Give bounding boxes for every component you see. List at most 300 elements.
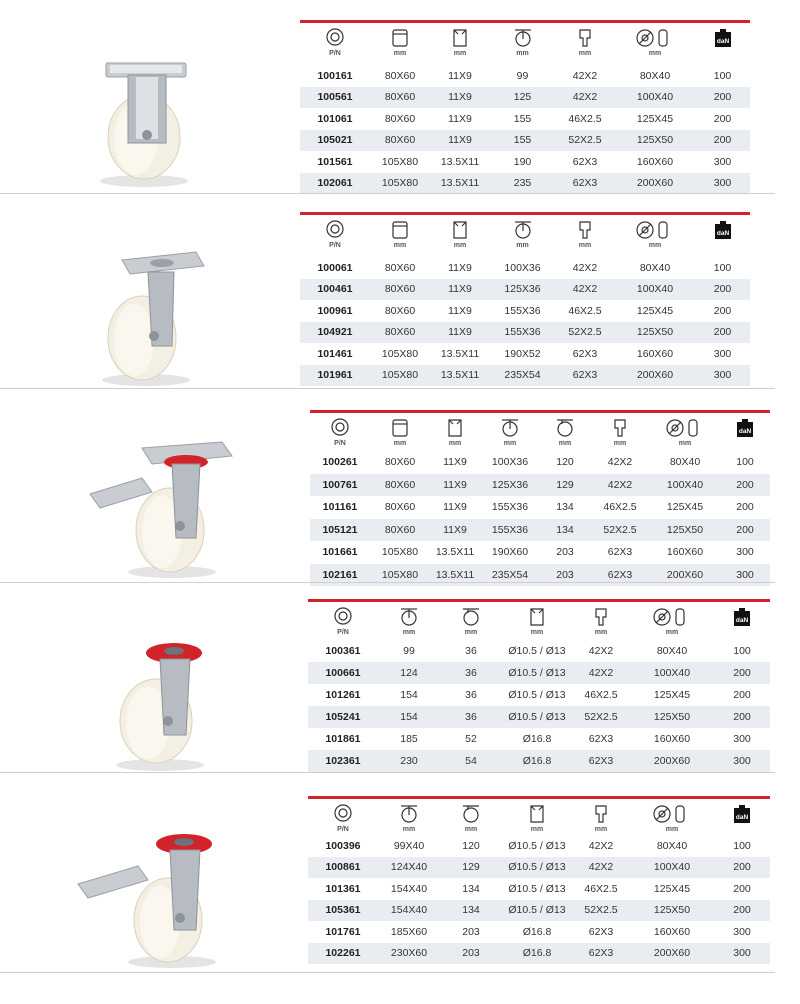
table-cell: 155X36 — [491, 501, 529, 514]
table-cell: Ø10.5 / Ø13 — [508, 689, 566, 701]
header-cell — [430, 215, 490, 257]
table-cell: 200X60 — [653, 947, 691, 960]
unit-label: mm — [516, 242, 529, 249]
unit-label: mm — [678, 440, 692, 447]
table-cell: Ø10.5 / Ø13 — [508, 904, 566, 917]
table-cell: 52 — [465, 733, 477, 745]
table-cell: 62X3 — [588, 733, 614, 745]
unit-label: mm — [464, 826, 478, 833]
header-cell — [490, 23, 555, 65]
weight-load-icon — [712, 27, 734, 49]
table-cell: 11X9 — [448, 134, 472, 147]
table-header — [300, 23, 750, 65]
table-cell: 100 — [733, 645, 751, 657]
table-cell: 13.5X11 — [435, 568, 475, 581]
table-cell: 203 — [556, 568, 574, 581]
table-cell: 120 — [462, 839, 480, 852]
table-cell: 62X3 — [588, 755, 614, 767]
table-cell: 124 — [400, 667, 418, 679]
svg-text:daN: daN — [735, 617, 749, 624]
wheel-circle-icon — [329, 417, 351, 439]
svg-text:daN: daN — [716, 38, 729, 45]
table-cell: 203 — [462, 947, 480, 960]
pn-label: P/N — [337, 629, 349, 636]
table-cell: 200X60 — [636, 369, 674, 382]
table-cell: Ø10.5 / Ø13 — [508, 645, 566, 657]
part-number-cell: 100061 — [317, 261, 353, 274]
table-cell: 80X60 — [384, 456, 416, 469]
part-number-cell: 100961 — [317, 304, 353, 317]
header-cell — [308, 799, 378, 835]
table-row — [300, 365, 750, 387]
table-cell: 11X9 — [443, 523, 467, 536]
table-cell: 200 — [733, 882, 751, 895]
table-cell: 300 — [736, 546, 754, 559]
table-cell: 46X2.5 — [568, 112, 602, 125]
hub-bush-icon — [609, 417, 631, 439]
table-cell: 125X45 — [666, 501, 704, 514]
table-cell: 300 — [733, 947, 751, 960]
table-cell: 11X9 — [448, 304, 472, 317]
table-row — [308, 706, 770, 728]
header-cell — [490, 215, 555, 257]
table-cell: 105X80 — [381, 369, 419, 382]
table-cell: 80X60 — [384, 304, 416, 317]
table-cell: 80X60 — [384, 134, 416, 147]
header-cell — [370, 215, 430, 257]
table-cell: 134 — [556, 501, 574, 514]
table-row — [308, 921, 770, 943]
table-cell: 160X60 — [653, 733, 691, 745]
wheel-size-icon — [665, 417, 705, 439]
table-cell: 160X60 — [636, 347, 674, 360]
table-cell: 36 — [465, 689, 477, 701]
table-cell: 42X2 — [572, 69, 598, 82]
weight-load-icon — [731, 606, 753, 628]
table-cell: 125X36 — [504, 283, 541, 296]
header-cell — [555, 23, 615, 65]
bolt-hole-caster-image — [102, 635, 222, 775]
table-row — [308, 900, 770, 922]
section-divider — [0, 972, 775, 973]
table-header — [308, 799, 770, 835]
table-cell: 36 — [465, 645, 477, 657]
table-cell: 200 — [713, 112, 732, 125]
header-cell — [300, 215, 370, 257]
bolt-hole-icon — [444, 417, 466, 439]
table-cell: 80X60 — [384, 91, 416, 104]
table-cell: 100X40 — [636, 283, 674, 296]
header-cell — [502, 799, 572, 835]
swivel-offset-icon — [460, 606, 482, 628]
table-cell: 200 — [736, 478, 754, 491]
table-cell: Ø16.8 — [522, 733, 552, 745]
header-cell — [540, 413, 590, 451]
table-row — [308, 662, 770, 684]
table-cell: 105X80 — [381, 177, 419, 190]
table-row — [300, 343, 750, 365]
table-cell: Ø16.8 — [522, 947, 552, 960]
table-cell: 300 — [733, 733, 751, 745]
swivel-offset-icon — [460, 803, 482, 825]
table-body — [300, 257, 750, 386]
unit-label: mm — [402, 826, 416, 833]
table-cell: 36 — [465, 667, 477, 679]
wheel-circle-icon — [324, 27, 346, 49]
pn-label: P/N — [329, 242, 341, 249]
table-cell: 42X2 — [607, 478, 633, 491]
table-cell: 300 — [713, 369, 732, 382]
overall-height-icon — [512, 27, 534, 49]
part-number-cell: 105241 — [325, 711, 361, 723]
table-row — [308, 728, 770, 750]
table-body — [310, 451, 770, 586]
table-cell: 42X2 — [572, 91, 598, 104]
table-cell: 129 — [462, 861, 480, 874]
header-cell — [695, 215, 750, 257]
table-cell: 155 — [513, 112, 532, 125]
unit-label: mm — [665, 826, 679, 833]
table-cell: 42X2 — [588, 861, 614, 874]
part-number-cell: 101261 — [325, 689, 361, 701]
table-cell: 200 — [713, 134, 732, 147]
part-number-cell: 102161 — [322, 568, 358, 581]
table-header — [300, 215, 750, 257]
table-header — [308, 602, 770, 640]
unit-label: mm — [613, 440, 627, 447]
table-cell: 42X2 — [588, 667, 614, 679]
top-plate-icon — [389, 219, 411, 241]
table-cell: 235X54 — [504, 369, 541, 382]
swivel-offset-icon — [554, 417, 576, 439]
table-cell: 100X40 — [653, 861, 691, 874]
table-cell: 80X60 — [384, 283, 416, 296]
table-cell: 134 — [462, 882, 480, 895]
table-row — [300, 322, 750, 344]
table-cell: 80X60 — [384, 261, 416, 274]
table-cell: 36 — [465, 711, 477, 723]
table-cell: 80X60 — [384, 112, 416, 125]
unit-label: mm — [516, 50, 529, 57]
part-number-cell: 100261 — [322, 456, 358, 469]
unit-label: mm — [530, 629, 544, 636]
header-cell — [378, 799, 440, 835]
table-cell: 62X3 — [588, 947, 614, 960]
table-cell: 80X40 — [656, 839, 688, 852]
table-cell: 46X2.5 — [603, 501, 637, 514]
overall-height-icon — [512, 219, 534, 241]
pn-label: P/N — [337, 826, 349, 833]
swivel-brake-caster-image — [82, 438, 242, 583]
table-row — [300, 300, 750, 322]
bolt-hole-icon — [449, 27, 471, 49]
table-cell: 42X2 — [588, 839, 614, 852]
unit-label: mm — [530, 826, 544, 833]
overall-height-icon — [499, 417, 521, 439]
table-body — [300, 65, 750, 194]
part-number-cell: 101961 — [317, 369, 353, 382]
table-cell: 42X2 — [588, 645, 614, 657]
table-cell: 42X2 — [607, 456, 633, 469]
unit-label: mm — [448, 440, 462, 447]
table-cell: 300 — [736, 568, 754, 581]
unit-label: mm — [402, 629, 416, 636]
header-cell — [720, 413, 770, 451]
table-row — [310, 474, 770, 497]
table-cell: 13.5X11 — [440, 347, 480, 360]
weight-load-icon — [734, 417, 756, 439]
table-row — [300, 65, 750, 87]
table-cell: Ø10.5 / Ø13 — [508, 839, 566, 852]
wheel-circle-icon — [324, 219, 346, 241]
header-cell — [630, 602, 714, 640]
wheel-circle-icon — [332, 803, 354, 825]
table-cell: 200 — [736, 523, 754, 536]
table-cell: 62X3 — [572, 347, 598, 360]
table-cell: 100 — [733, 839, 751, 852]
table-cell: 100X36 — [491, 456, 529, 469]
header-cell — [430, 413, 480, 451]
header-cell — [378, 602, 440, 640]
hub-bush-icon — [590, 606, 612, 628]
header-cell — [714, 602, 770, 640]
table-cell: 52X2.5 — [568, 134, 602, 147]
bolt-hole-brake-caster-image — [72, 822, 232, 972]
table-cell: 185 — [400, 733, 418, 745]
header-cell — [615, 215, 695, 257]
table-cell: 160X60 — [666, 546, 704, 559]
header-cell — [650, 413, 720, 451]
table-cell: 203 — [556, 546, 574, 559]
table-cell: 13.5X11 — [440, 177, 480, 190]
table-row — [300, 173, 750, 195]
table-cell: 99X40 — [393, 839, 425, 852]
section-divider — [0, 193, 775, 194]
unit-label: mm — [594, 629, 608, 636]
table-cell: 46X2.5 — [584, 882, 618, 895]
header-cell — [310, 413, 370, 451]
table-cell: 200 — [733, 711, 751, 723]
svg-text:daN: daN — [716, 230, 729, 237]
table-cell: 11X9 — [448, 69, 472, 82]
table-cell: 134 — [462, 904, 480, 917]
unit-label: mm — [558, 440, 572, 447]
wheel-size-icon — [652, 803, 692, 825]
table-row — [300, 257, 750, 279]
table-cell: 125X50 — [636, 134, 674, 147]
table-cell: 200X60 — [636, 177, 674, 190]
table-cell: 200X60 — [666, 568, 704, 581]
header-cell — [555, 215, 615, 257]
table-row — [308, 878, 770, 900]
table-cell: 203 — [462, 925, 480, 938]
table-cell: 129 — [556, 478, 574, 491]
table-cell: 200 — [733, 861, 751, 874]
table-cell: 125 — [513, 91, 532, 104]
table-cell: 46X2.5 — [584, 689, 618, 701]
table-cell: 52X2.5 — [603, 523, 637, 536]
header-cell — [502, 602, 572, 640]
table-cell: 155 — [513, 134, 532, 147]
wheel-size-icon — [635, 27, 675, 49]
table-cell: Ø10.5 / Ø13 — [508, 667, 566, 679]
part-number-cell: 101061 — [317, 112, 353, 125]
table-cell: 154X40 — [390, 882, 428, 895]
table-cell: 200 — [736, 501, 754, 514]
hub-bush-icon — [574, 27, 596, 49]
table-cell: 120 — [556, 456, 574, 469]
table-cell: 185X60 — [390, 925, 428, 938]
table-cell: 300 — [713, 347, 732, 360]
table-cell: 125X36 — [491, 478, 529, 491]
header-cell — [695, 23, 750, 65]
table-cell: 80X60 — [384, 326, 416, 339]
table-cell: 235X54 — [491, 568, 529, 581]
table-cell: 230X60 — [390, 947, 428, 960]
table-cell: 200 — [733, 667, 751, 679]
unit-label: mm — [453, 242, 467, 249]
table-row — [308, 640, 770, 662]
table-cell: 11X9 — [443, 478, 467, 491]
table-cell: 105X80 — [381, 347, 419, 360]
table-cell: Ø10.5 / Ø13 — [508, 882, 566, 895]
table-cell: 99 — [516, 69, 529, 82]
table-cell: 105X80 — [381, 155, 419, 168]
table-header — [310, 413, 770, 451]
wheel-size-icon — [635, 219, 675, 241]
table-row — [308, 943, 770, 965]
weight-load-icon — [712, 219, 734, 241]
part-number-cell: 101661 — [322, 546, 358, 559]
table-cell: 125X45 — [653, 689, 691, 701]
table-row — [308, 684, 770, 706]
table-cell: 154X40 — [390, 904, 428, 917]
part-number-cell: 100361 — [325, 645, 361, 657]
table-cell: 11X9 — [443, 456, 467, 469]
table-cell: 235 — [513, 177, 532, 190]
table-cell: 105X80 — [381, 568, 419, 581]
header-cell — [615, 23, 695, 65]
unit-label: mm — [665, 629, 679, 636]
unit-label: mm — [503, 440, 517, 447]
part-number-cell: 100461 — [317, 283, 353, 296]
table-cell: 100 — [713, 69, 732, 82]
unit-label: mm — [578, 50, 592, 57]
table-cell: 54 — [465, 755, 477, 767]
header-cell — [440, 799, 502, 835]
header-cell — [308, 602, 378, 640]
table-cell: 300 — [733, 755, 751, 767]
table-cell: 100X40 — [636, 91, 674, 104]
table-cell: 13.5X11 — [440, 369, 480, 382]
table-cell: 80X40 — [656, 645, 688, 657]
part-number-cell: 100861 — [325, 861, 361, 874]
table-cell: 100X40 — [653, 667, 691, 679]
unit-label: mm — [393, 440, 407, 447]
header-cell — [572, 799, 630, 835]
table-cell: 42X2 — [572, 261, 598, 274]
unit-label: mm — [464, 629, 478, 636]
table-row — [310, 451, 770, 474]
part-number-cell: 101161 — [322, 501, 358, 514]
table-row — [300, 279, 750, 301]
table-cell: 190X52 — [504, 347, 541, 360]
table-cell: 125X50 — [666, 523, 704, 536]
table-body — [308, 640, 770, 772]
part-number-cell: 100661 — [325, 667, 361, 679]
table-cell: 62X3 — [572, 369, 598, 382]
header-cell — [370, 23, 430, 65]
svg-text:daN: daN — [738, 428, 752, 435]
pn-label: P/N — [334, 440, 346, 447]
table-row — [310, 496, 770, 519]
table-cell: 80X60 — [384, 523, 416, 536]
unit-label: mm — [594, 826, 608, 833]
unit-label: mm — [648, 50, 662, 57]
table-cell: 125X45 — [653, 882, 691, 895]
table-cell: 300 — [733, 925, 751, 938]
table-cell: 200X60 — [653, 755, 691, 767]
table-cell: 200 — [713, 326, 732, 339]
header-cell — [440, 602, 502, 640]
overall-height-icon — [398, 803, 420, 825]
hub-bush-icon — [590, 803, 612, 825]
section-4 — [0, 585, 800, 780]
part-number-cell: 100161 — [317, 69, 353, 82]
table-cell: 80X60 — [384, 501, 416, 514]
section-divider — [0, 388, 775, 389]
table-cell: 11X9 — [448, 283, 472, 296]
part-number-cell: 101461 — [317, 347, 353, 360]
table-cell: 300 — [713, 155, 732, 168]
header-cell — [370, 413, 430, 451]
table-cell: 125X45 — [636, 112, 674, 125]
table-cell: 125X45 — [636, 304, 674, 317]
table-cell: 125X50 — [653, 711, 691, 723]
unit-label: mm — [453, 50, 467, 57]
table-cell: 154 — [400, 689, 418, 701]
table-cell: 62X3 — [572, 155, 598, 168]
wheel-size-icon — [652, 606, 692, 628]
table-cell: 200 — [713, 91, 732, 104]
table-cell: 52X2.5 — [584, 711, 618, 723]
top-plate-icon — [389, 417, 411, 439]
table-cell: 100X36 — [504, 261, 541, 274]
table-cell: 80X40 — [639, 261, 671, 274]
table-cell: 80X60 — [384, 69, 416, 82]
table-cell: 62X3 — [607, 568, 633, 581]
table-row — [308, 857, 770, 879]
table-cell: 154 — [400, 711, 418, 723]
table-cell: 11X9 — [448, 112, 472, 125]
part-number-cell: 102261 — [325, 947, 361, 960]
part-number-cell: 102361 — [325, 755, 361, 767]
bolt-hole-icon — [526, 803, 548, 825]
table-row — [308, 835, 770, 857]
table-cell: 300 — [713, 177, 732, 190]
table-cell: 160X60 — [636, 155, 674, 168]
table-cell: 11X9 — [448, 326, 472, 339]
overall-height-icon — [398, 606, 420, 628]
header-cell — [714, 799, 770, 835]
table-cell: 125X50 — [636, 326, 674, 339]
hub-bush-icon — [574, 219, 596, 241]
pn-label: P/N — [329, 50, 341, 57]
table-cell: 160X60 — [653, 925, 691, 938]
part-number-cell: 105121 — [322, 523, 358, 536]
table-cell: 200 — [733, 904, 751, 917]
part-number-cell: 101361 — [325, 882, 361, 895]
